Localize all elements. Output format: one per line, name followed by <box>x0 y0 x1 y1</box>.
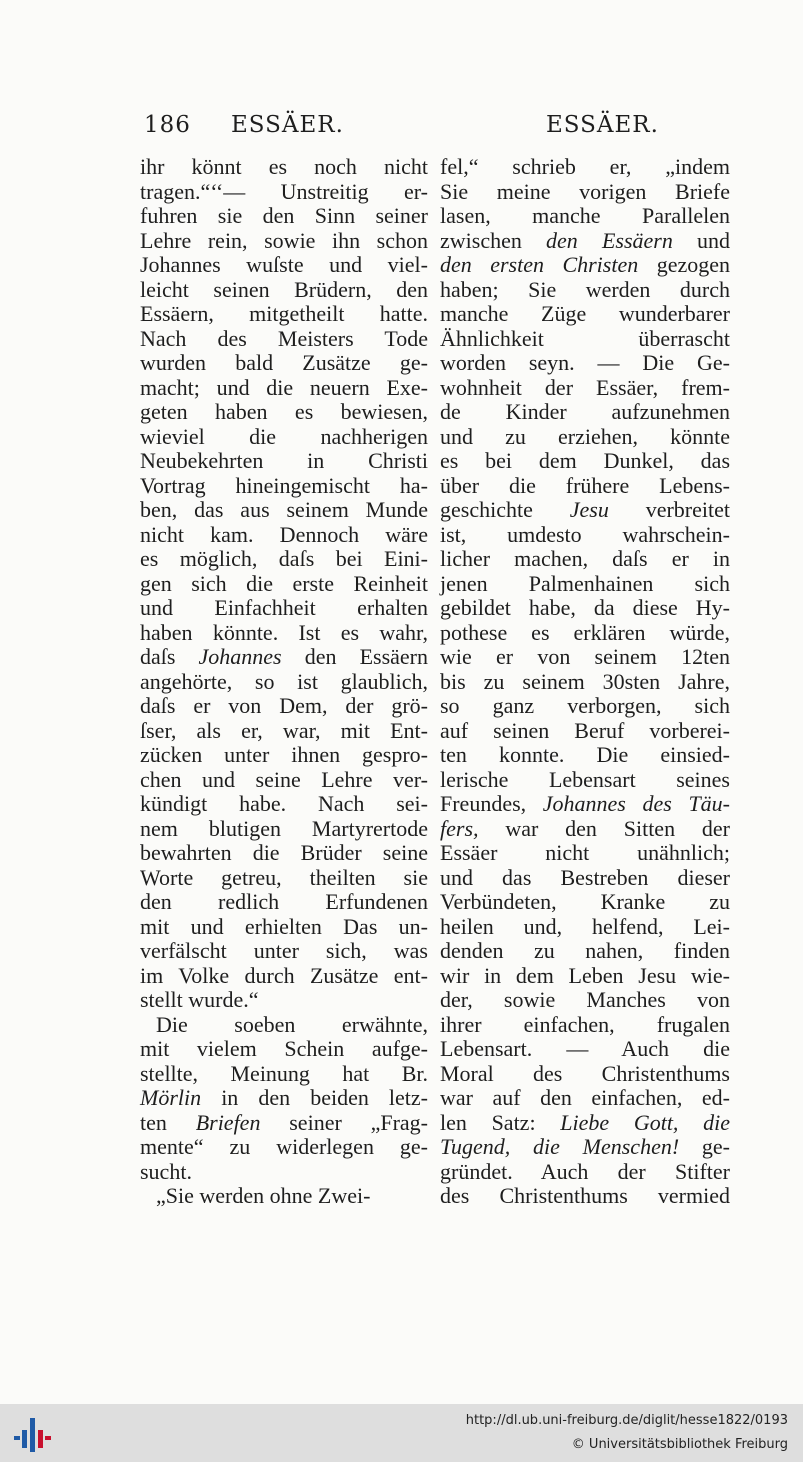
right-column-line: und zu erziehen, könnte <box>440 423 730 449</box>
left-column-line: chen und seine Lehre ver- <box>140 766 428 792</box>
left-column-line: im Volke durch Zusätze ent- <box>140 962 428 988</box>
left-column-line: Vortrag hineingemischt ha- <box>140 472 428 498</box>
right-column-line: jenen Palmenhainen sich <box>440 570 730 596</box>
right-column-line: len Satz: Liebe Gott, die <box>440 1109 730 1135</box>
left-column-line: mit vielem Schein aufge- <box>140 1036 428 1061</box>
left-column-line: „Sie werden ohne Zwei- <box>156 1183 371 1208</box>
left-column-line: Worte getreu, theilten sie <box>140 864 428 890</box>
right-column-line: bis zu seinem 30sten Jahre, <box>440 668 730 694</box>
left-column-line: zücken unter ihnen gespro- <box>140 742 428 767</box>
right-column-line: lasen, manche Parallelen <box>440 203 730 228</box>
left-column-line: Neubekehrten in Christi <box>140 448 428 473</box>
left-column-line: ihr könnt es noch nicht <box>140 154 428 179</box>
left-column-line: nicht kam. Dennoch wäre <box>140 521 428 547</box>
right-column-line: fel,“ schrieb er, „indem <box>440 154 730 179</box>
left-column-line: macht; und die neuern Exe- <box>140 374 428 400</box>
left-column-line: geten haben es bewiesen, <box>140 399 428 424</box>
left-column-line: Essäern, mitgetheilt hatte. <box>140 301 428 326</box>
right-column-line: Tugend, die Menschen! ge- <box>440 1134 731 1159</box>
right-column-line: worden seyn. — Die Ge- <box>440 350 730 375</box>
left-column-line: daſs Johannes den Essäern <box>140 644 428 669</box>
left-column-line: haben könnte. Ist es wahr, <box>140 619 428 645</box>
right-column-line: auf seinen Beruf vorberei- <box>440 717 730 743</box>
source-url[interactable]: http://dl.ub.uni-freiburg.de/diglit/hesse1822/0193 <box>465 1413 788 1428</box>
copyright-notice: © Universitätsbibliothek Freiburg <box>571 1437 788 1452</box>
right-column-line: Freundes, Johannes des Täu- <box>440 791 730 816</box>
left-column-line: stellt wurde.“ <box>140 987 259 1012</box>
right-column-line: Lebensart. — Auch die <box>440 1036 730 1061</box>
right-column-line: pothese es erklären würde, <box>440 619 730 645</box>
right-column-line: der, sowie Manches von <box>440 987 730 1012</box>
left-column-line: es möglich, daſs bei Eini- <box>140 546 428 571</box>
left-column-line: ſser, als er, war, mit Ent- <box>140 717 428 743</box>
right-column-line: es bei dem Dunkel, das <box>440 448 730 473</box>
right-column-line: denden zu nahen, finden <box>440 938 730 963</box>
right-column-line: Essäer nicht unähnlich; <box>440 840 730 865</box>
right-column-line: zwischen den Essäern und <box>440 227 731 253</box>
text-column-right <box>440 155 730 1209</box>
left-column-line: den redlich Erfundenen <box>140 889 428 914</box>
left-column-line: und Einfachheit erhalten <box>140 595 428 620</box>
left-column-line: verfälscht unter sich, was <box>140 938 428 963</box>
left-column-line: Lehre rein, sowie ihn schon <box>140 227 428 253</box>
left-column-line: Mörlin in den beiden letz- <box>140 1085 428 1110</box>
right-column-line: manche Züge wunderbarer <box>440 301 730 326</box>
right-column-line: war auf den einfachen, ed- <box>440 1085 730 1110</box>
right-column-line: Sie meine vorigen Briefe <box>440 178 730 204</box>
right-column-line: gründet. Auch der Stifter <box>440 1158 730 1184</box>
right-column-line: de Kinder aufzunehmen <box>440 399 730 424</box>
left-column-line: angehörte, so ist glaublich, <box>140 668 428 694</box>
left-column-line: wurden bald Zusätze ge- <box>140 350 428 375</box>
right-column-line: Moral des Christenthums <box>440 1060 730 1086</box>
text-column-left <box>140 155 428 1209</box>
right-column-line: heilen und, helfend, Lei- <box>440 913 730 939</box>
left-column-line: bewahrten die Brüder seine <box>140 840 428 865</box>
right-column-line: ihrer einfachen, frugalen <box>440 1011 730 1037</box>
running-head-left: ESSÄER. <box>231 112 344 138</box>
right-column-line: so ganz verborgen, sich <box>440 693 730 718</box>
right-column-line: den ersten Christen gezogen <box>440 252 730 277</box>
left-column-line: stellte, Meinung hat Br. <box>140 1060 428 1086</box>
left-column-line: kündigt habe. Nach sei- <box>140 791 428 816</box>
right-column-line: lerische Lebensart seines <box>440 766 730 792</box>
left-column-line: ben, das aus seinem Munde <box>140 497 428 522</box>
ub-freiburg-logo-icon <box>12 1414 52 1454</box>
left-column-line: sucht. <box>140 1158 192 1184</box>
right-column-line: fers, war den Sitten der <box>440 815 730 841</box>
left-column-line: leicht seinen Brüdern, den <box>140 276 428 302</box>
page-number: 186 <box>144 112 191 138</box>
right-column-line: wie er von seinem 12ten <box>440 644 730 669</box>
left-column-line: tragen.“‘‘— Unstreitig er- <box>140 178 428 204</box>
right-column-line: licher machen, daſs er in <box>440 546 730 571</box>
left-column-line: mente“ zu widerlegen ge- <box>140 1134 428 1159</box>
right-column-line: Ähnlichkeit überrascht <box>440 325 730 351</box>
left-column-line: Johannes wuſste und viel- <box>140 252 428 277</box>
viewer-footer <box>0 1404 803 1462</box>
right-column-line: haben; Sie werden durch <box>440 276 730 302</box>
right-column-line: geschichte Jesu verbreitet <box>440 497 730 522</box>
right-column-line: des Christenthums vermied <box>440 1183 730 1208</box>
left-column-line: nem blutigen Martyrertode <box>140 815 428 841</box>
left-column-line: mit und erhielten Das un- <box>140 913 428 939</box>
right-column-line: wohnheit der Essäer, frem- <box>440 374 730 400</box>
right-column-line: gebildet habe, da diese Hy- <box>440 595 730 620</box>
right-column-line: ist, umdesto wahrschein- <box>440 521 730 547</box>
right-column-line: und das Bestreben dieser <box>440 864 730 890</box>
running-head-right: ESSÄER. <box>546 112 659 138</box>
right-column-line: wir in dem Leben Jesu wie- <box>440 962 730 988</box>
left-column-line: gen sich die erste Reinheit <box>140 570 428 596</box>
left-column-line: Nach des Meisters Tode <box>140 325 428 351</box>
left-column-line: daſs er von Dem, der grö- <box>140 693 428 718</box>
right-column-line: Verbündeten, Kranke zu <box>440 889 730 914</box>
right-column-line: über die frühere Lebens- <box>440 472 730 498</box>
left-column-line: Die soeben erwähnte, <box>156 1011 428 1037</box>
left-column-line: fuhren sie den Sinn seiner <box>140 203 428 228</box>
right-column-line: ten konnte. Die einsied- <box>440 742 730 767</box>
left-column-line: ten Briefen seiner „Frag- <box>140 1109 428 1135</box>
left-column-line: wieviel die nachherigen <box>140 423 428 449</box>
